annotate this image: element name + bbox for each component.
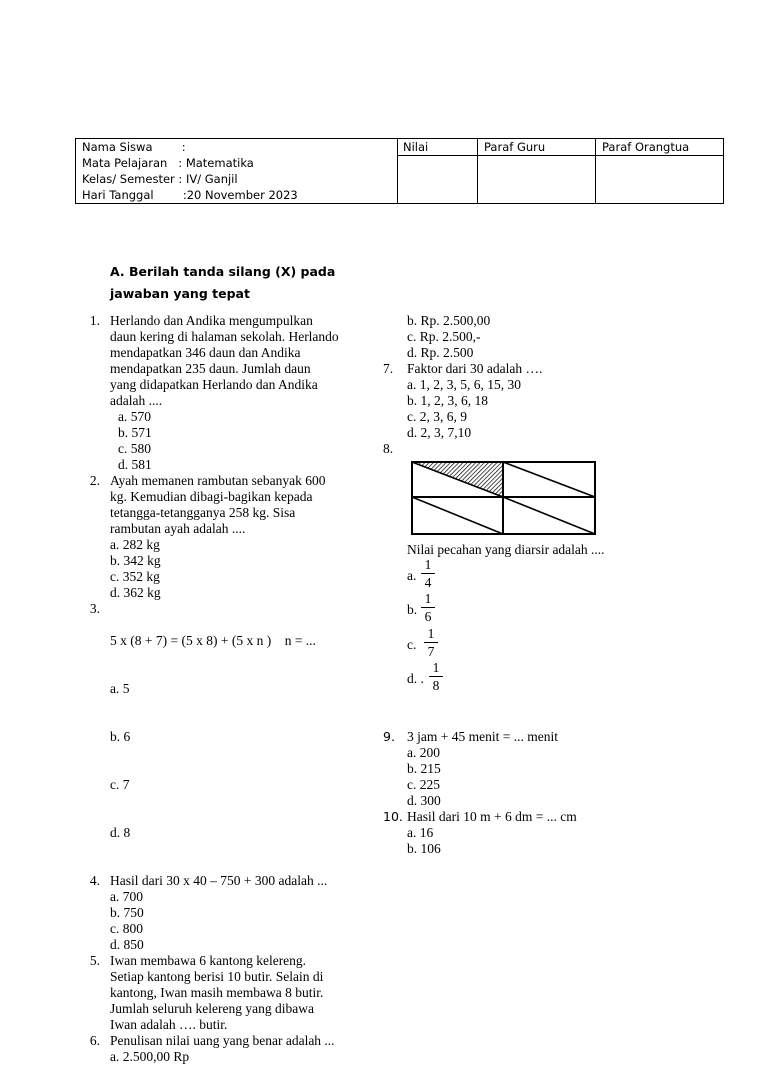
section-heading-line: A. Berilah tanda silang (X) pada [110, 264, 336, 279]
question-7 [383, 361, 723, 441]
fraction-numerator: 1 [432, 660, 440, 675]
question-number: 9. [383, 729, 395, 744]
answer-option[interactable]: d. Rp. 2.500 [407, 345, 474, 360]
divider [595, 139, 596, 203]
question-1 [76, 313, 376, 473]
fraction-option-b[interactable] [421, 591, 435, 624]
question-9 [383, 729, 723, 809]
question-text-line: Penulisan nilai uang yang benar adalah ... [110, 1033, 335, 1048]
fraction-numerator: 1 [424, 557, 432, 572]
teacher-sign-header: Paraf Guru [484, 140, 546, 154]
answer-option[interactable]: b. 6 [110, 729, 131, 744]
question-text-line: Jumlah seluruh kelereng yang dibawa [110, 1001, 314, 1016]
subject-label: Mata Pelajaran : Matematika [82, 156, 254, 170]
question-8-prompt: Nilai pecahan yang diarsir adalah .... [407, 542, 605, 557]
answer-option[interactable]: b. Rp. 2.500,00 [407, 313, 491, 328]
question-2 [76, 473, 376, 601]
fraction-numerator: 1 [424, 591, 432, 606]
fraction-option-c[interactable] [424, 626, 438, 659]
question-4 [76, 873, 376, 953]
fraction-bar [421, 607, 435, 608]
question-8-number: 8. [383, 441, 394, 456]
question-number: 10. [383, 809, 403, 824]
parent-sign-header: Paraf Orangtua [602, 140, 690, 154]
answer-option-letter[interactable]: b. [407, 602, 418, 617]
answer-option[interactable]: b. 342 kg [110, 553, 161, 568]
answer-option[interactable]: a. 16 [407, 825, 434, 840]
question-number: 6. [89, 1033, 100, 1048]
question-3 [76, 601, 376, 873]
question-5 [76, 953, 376, 1033]
answer-option[interactable]: b. 750 [110, 905, 144, 920]
section-heading [110, 261, 335, 305]
question-10 [383, 809, 723, 857]
question-number: 5. [89, 953, 100, 968]
question-text-line: Hasil dari 10 m + 6 dm = ... cm [407, 809, 577, 824]
question-text-line: Iwan membawa 6 kantong kelereng. [110, 953, 307, 968]
question-6 [76, 1033, 376, 1065]
answer-option[interactable]: a. 200 [407, 745, 440, 760]
answer-option[interactable]: a. 2.500,00 Rp [110, 1049, 190, 1064]
answer-option[interactable]: d. 362 kg [110, 585, 161, 600]
fraction-denominator: 4 [424, 575, 432, 590]
section-heading-line: jawaban yang tepat [110, 286, 250, 301]
answer-option-letter[interactable]: c. [407, 637, 417, 652]
fraction-option-a[interactable] [421, 557, 435, 590]
diagonal-line [412, 497, 503, 534]
answer-option[interactable]: d. 8 [110, 825, 131, 840]
question-text-line: tetangga-tetangganya 258 kg. Sisa [110, 505, 296, 520]
question-text-line: yang didapatkan Herlando dan Andika [110, 377, 318, 392]
question-text-line: rambutan ayah adalah .... [110, 521, 246, 536]
answer-option[interactable]: c. 225 [407, 777, 440, 792]
question-text-line: Setiap kantong berisi 10 butir. Selain di [110, 969, 324, 984]
question-text-line: Hasil dari 30 x 40 – 750 + 300 adalah ... [110, 873, 328, 888]
fraction-grid-figure [410, 460, 598, 538]
question-text-line: mendapatkan 235 daun. Jumlah daun [110, 361, 311, 376]
question-text-line: mendapatkan 346 daun dan Andika [110, 345, 301, 360]
divider [477, 139, 478, 203]
score-header: Nilai [403, 140, 429, 154]
fraction-bar [421, 573, 435, 574]
diagonal-line [503, 497, 595, 534]
fraction-bar [424, 642, 438, 643]
class-semester-label: Kelas/ Semester : IV/ Ganjil [82, 172, 238, 186]
answer-option[interactable]: b. 215 [407, 761, 441, 776]
student-name-label: Nama Siswa : [82, 140, 186, 154]
answer-option-letter[interactable]: d. . [407, 671, 424, 686]
question-number: 4. [89, 873, 100, 888]
answer-option[interactable]: d. 2, 3, 7,10 [407, 425, 472, 440]
answer-option[interactable]: a. 700 [110, 889, 143, 904]
question-text-line: adalah .... [110, 393, 163, 408]
answer-option[interactable]: b. 106 [407, 841, 441, 856]
answer-option[interactable]: c. 580 [118, 441, 151, 456]
divider [397, 139, 398, 203]
answer-option[interactable]: b. 1, 2, 3, 6, 18 [407, 393, 488, 408]
question-text-line: kantong, Iwan masih membawa 8 butir. [110, 985, 324, 1000]
right-column [383, 313, 723, 457]
fraction-numerator: 1 [427, 626, 435, 641]
questions-9-10 [383, 729, 723, 857]
date-label: Hari Tanggal :20 November 2023 [82, 188, 298, 202]
question-number: 2. [89, 473, 100, 488]
answer-option[interactable]: a. 5 [110, 681, 130, 696]
diagonal-line [503, 462, 595, 497]
question-text-line: Herlando dan Andika mengumpulkan [110, 313, 313, 328]
answer-option-letter[interactable]: a. [407, 568, 417, 583]
question-number: 1. [89, 313, 100, 328]
fraction-option-d[interactable] [429, 660, 443, 693]
answer-option[interactable]: b. 571 [118, 425, 152, 440]
answer-option[interactable]: d. 300 [407, 793, 441, 808]
question-number: 7. [383, 361, 394, 376]
fraction-denominator: 8 [432, 678, 440, 693]
question-text-line: Ayah memanen rambutan sebanyak 600 [110, 473, 326, 488]
question-text-line: Iwan adalah …. butir. [110, 1017, 228, 1032]
question-text-line: daun kering di halaman sekolah. Herlando [110, 329, 339, 344]
answer-option[interactable]: a. 282 kg [110, 537, 160, 552]
question-text-line: 3 jam + 45 menit = ... menit [407, 729, 558, 744]
answer-option[interactable]: a. 570 [118, 409, 151, 424]
answer-option[interactable]: c. 800 [110, 921, 143, 936]
fraction-denominator: 6 [424, 609, 432, 624]
answer-option[interactable]: c. 352 kg [110, 569, 160, 584]
answer-option[interactable]: c. 2, 3, 6, 9 [407, 409, 467, 424]
answer-option[interactable]: c. Rp. 2.500,- [407, 329, 481, 344]
left-column [76, 313, 376, 1065]
question-text-line: 5 x (8 + 7) = (5 x 8) + (5 x n ) n = ... [110, 633, 316, 648]
answer-option[interactable]: d. 850 [110, 937, 144, 952]
divider [397, 155, 723, 156]
student-info-table [75, 138, 724, 204]
answer-option[interactable]: a. 1, 2, 3, 5, 6, 15, 30 [407, 377, 521, 392]
answer-option[interactable]: c. 7 [110, 777, 130, 792]
fraction-denominator: 7 [427, 644, 435, 659]
question-text-line: Faktor dari 30 adalah …. [407, 361, 543, 376]
question-text-line: kg. Kemudian dibagi-bagikan kepada [110, 489, 313, 504]
question-number: 3. [89, 601, 100, 616]
answer-option[interactable]: d. 581 [118, 457, 152, 472]
fraction-bar [429, 676, 443, 677]
